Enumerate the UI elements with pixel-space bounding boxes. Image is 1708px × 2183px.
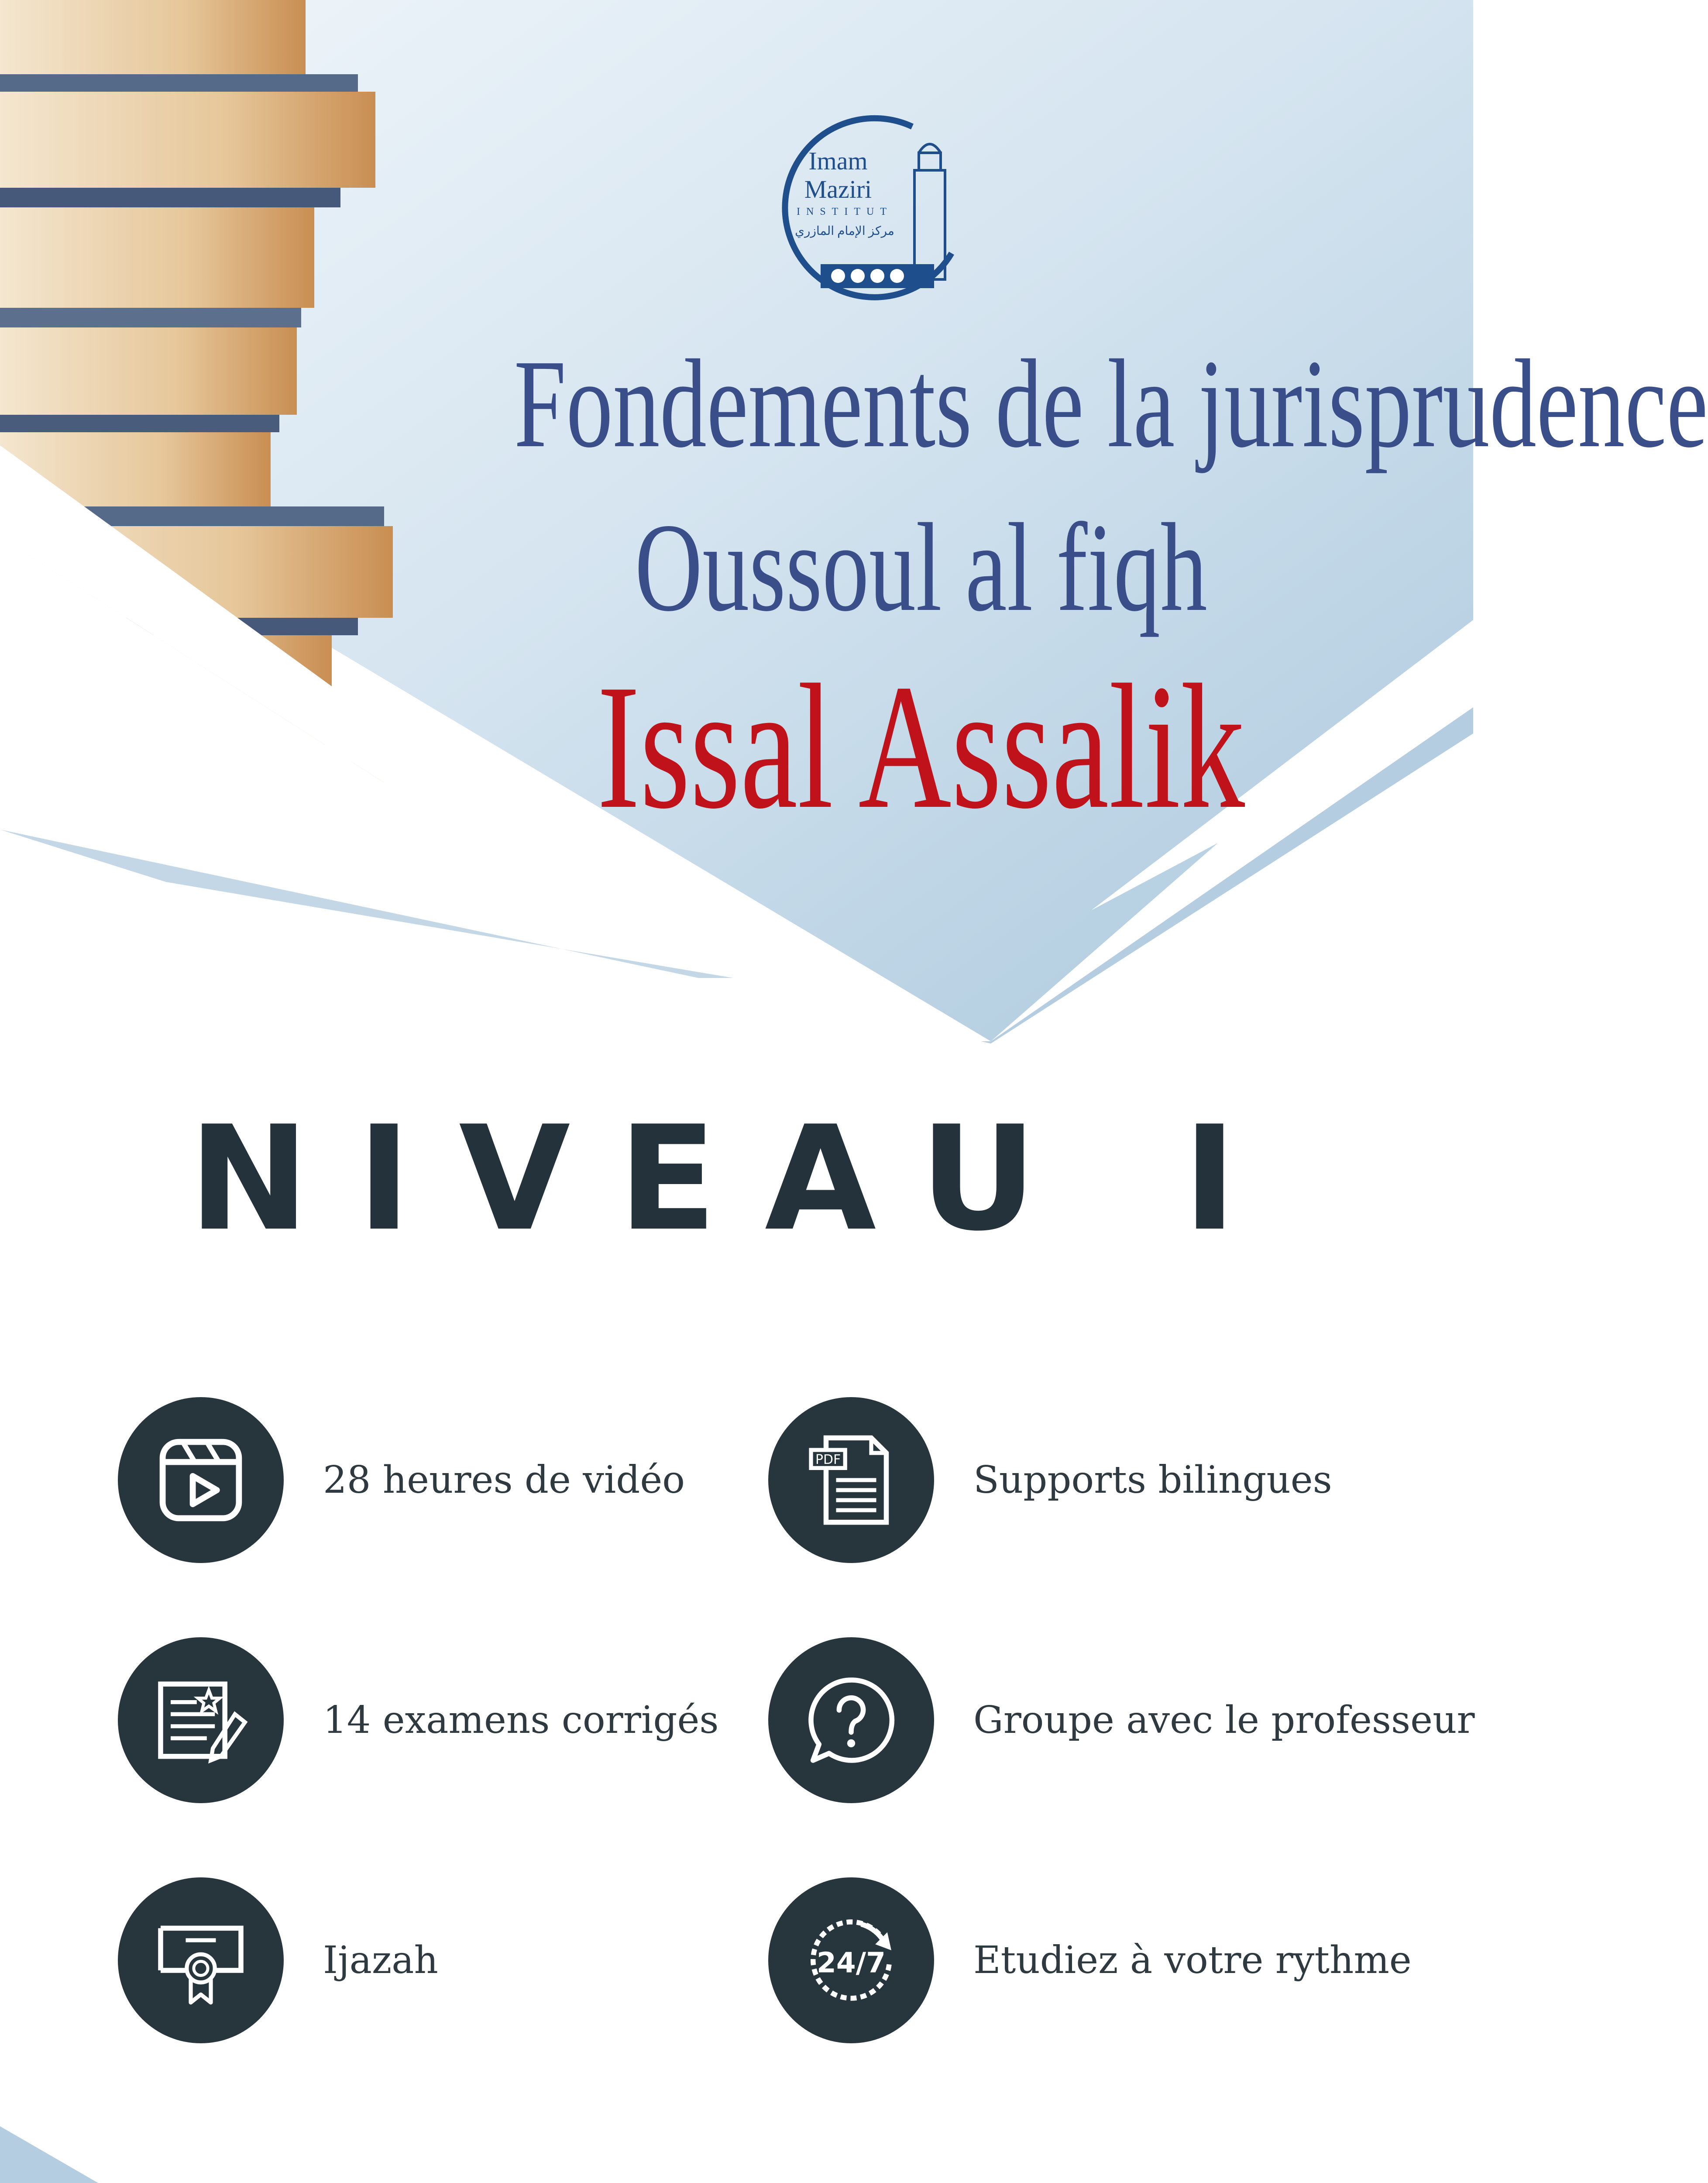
exam-certificate-pencil-icon <box>118 1637 284 1803</box>
feature-label: Groupe avec le professeur <box>973 1698 1475 1742</box>
feature-item-rhythm <box>768 1877 1467 2043</box>
course-subtitle: Oussoul al fiqh <box>635 497 1207 637</box>
svg-text:PDF: PDF <box>815 1452 841 1468</box>
feature-label: Etudiez à votre rythme <box>973 1939 1412 1982</box>
svg-text:24/7: 24/7 <box>817 1946 886 1980</box>
question-chat-icon <box>768 1637 934 1803</box>
logo-text-arabic: مركز الإمام المازري <box>795 224 894 238</box>
feature-label: Supports bilingues <box>973 1458 1332 1502</box>
feature-item-group <box>768 1637 1475 1803</box>
feature-item-video <box>118 1397 685 1563</box>
feature-item-supports <box>768 1397 1379 1563</box>
video-play-icon <box>118 1397 284 1563</box>
level-heading: NIVEAU I <box>189 1095 1285 1263</box>
footer-band <box>0 2126 393 2183</box>
clock-24-7-icon <box>768 1877 934 2043</box>
diploma-award-icon <box>118 1877 284 2043</box>
logo-text-maziri: Maziri <box>804 175 872 203</box>
pdf-document-icon <box>768 1397 934 1563</box>
logo-text-institut: INSTITUT <box>797 206 893 217</box>
book-title: Issal Assalik <box>597 647 1245 846</box>
logo-text-imam: Imam <box>808 147 868 175</box>
feature-label: Ijazah <box>323 1939 438 1982</box>
feature-item-ijazah <box>118 1877 685 2043</box>
feature-item-exams <box>118 1637 729 1803</box>
feature-label: 14 examens corrigés <box>323 1698 719 1742</box>
feature-label: 28 heures de vidéo <box>323 1458 685 1502</box>
institute-logo <box>768 109 978 319</box>
course-title: Fondements de la jurisprudence <box>514 334 1708 474</box>
